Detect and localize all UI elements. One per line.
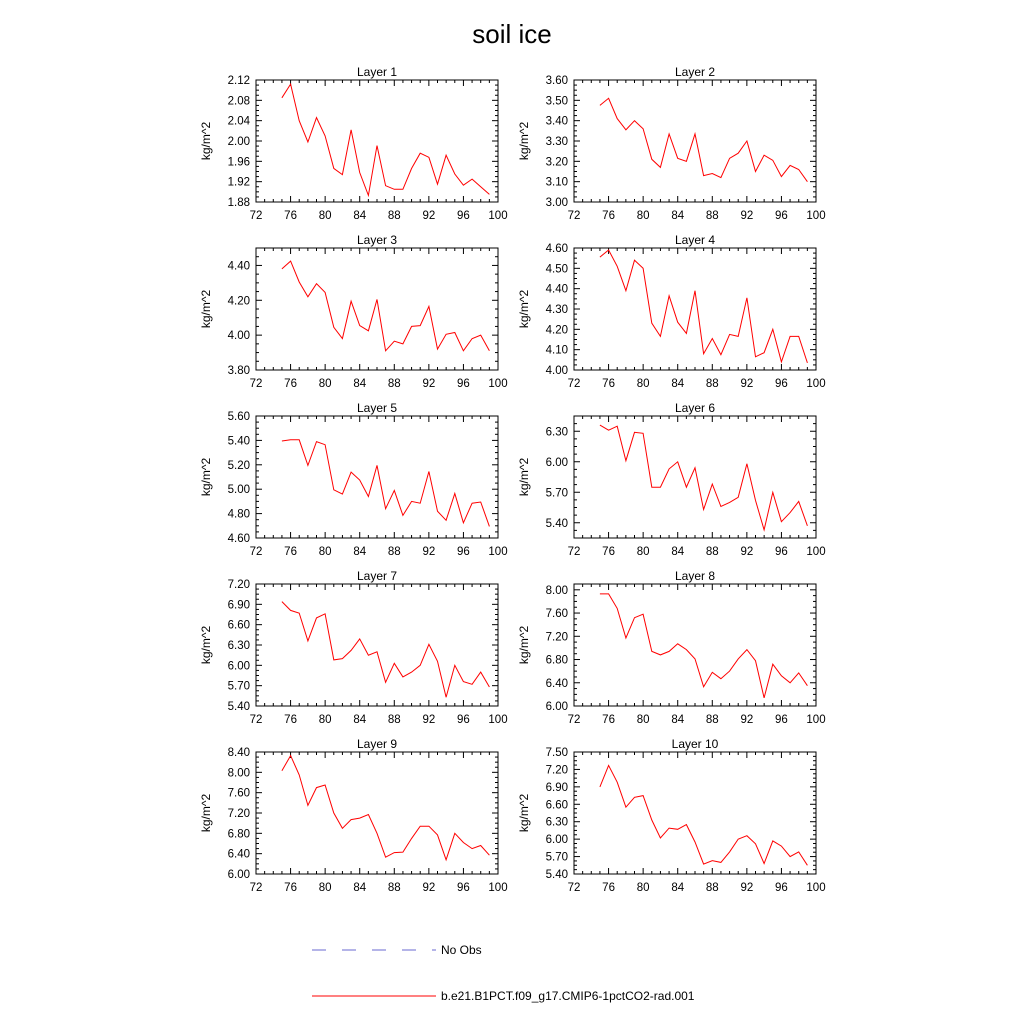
y-tick-label: 4.20 <box>227 295 250 308</box>
y-tick-label: 6.60 <box>227 619 250 632</box>
x-tick-label: 96 <box>457 210 470 222</box>
x-tick-label: 100 <box>488 378 508 390</box>
x-tick-label: 88 <box>705 714 719 726</box>
y-tick-label: 3.80 <box>227 365 250 377</box>
y-tick-label: 2.04 <box>227 115 250 128</box>
x-tick-label: 96 <box>775 378 788 390</box>
panel-title: Layer 7 <box>356 569 398 583</box>
x-tick-label: 96 <box>775 546 788 558</box>
x-tick-label: 84 <box>353 210 367 222</box>
x-tick-label: 84 <box>671 882 685 894</box>
y-tick-label: 3.60 <box>545 75 568 87</box>
y-tick-label: 1.96 <box>227 156 250 169</box>
y-tick-label: 2.12 <box>227 75 250 87</box>
x-tick-label: 92 <box>740 210 754 222</box>
y-tick-label: 7.50 <box>545 747 568 759</box>
x-tick-label: 72 <box>249 546 263 558</box>
y-tick-label: 6.60 <box>545 799 568 812</box>
y-axis-label: kg/m^2 <box>517 121 531 161</box>
y-tick-label: 5.70 <box>545 487 568 500</box>
y-tick-label: 4.30 <box>545 304 568 316</box>
x-tick-label: 72 <box>249 210 263 222</box>
x-tick-label: 80 <box>636 546 650 558</box>
y-tick-label: 7.20 <box>545 631 568 644</box>
y-axis-label: kg/m^2 <box>517 289 531 329</box>
y-tick-label: 5.70 <box>545 851 568 864</box>
x-tick-label: 72 <box>249 882 263 894</box>
x-tick-label: 84 <box>353 546 367 558</box>
y-tick-label: 4.50 <box>545 263 568 276</box>
y-tick-label: 5.40 <box>227 701 250 713</box>
panel-title: Layer 3 <box>356 233 398 247</box>
x-tick-label: 84 <box>353 882 367 894</box>
y-tick-label: 3.40 <box>545 115 568 128</box>
x-tick-label: 72 <box>249 378 263 390</box>
x-tick-label: 80 <box>318 546 332 558</box>
y-tick-label: 6.00 <box>545 701 568 713</box>
y-tick-label: 4.00 <box>545 365 568 377</box>
y-tick-label: 4.60 <box>227 533 250 545</box>
x-tick-label: 88 <box>387 882 401 894</box>
x-tick-label: 92 <box>422 210 436 222</box>
x-tick-label: 96 <box>457 714 470 726</box>
y-tick-label: 5.20 <box>227 459 250 472</box>
x-tick-label: 76 <box>284 714 297 726</box>
x-tick-label: 100 <box>488 882 508 894</box>
y-tick-label: 5.00 <box>227 484 250 497</box>
x-tick-label: 80 <box>636 714 650 726</box>
x-tick-label: 84 <box>353 714 367 726</box>
y-tick-label: 6.40 <box>545 677 568 690</box>
y-tick-label: 8.00 <box>227 767 250 780</box>
x-tick-label: 84 <box>671 210 685 222</box>
y-axis-label: kg/m^2 <box>199 289 213 329</box>
y-tick-label: 5.40 <box>545 517 568 530</box>
y-tick-label: 1.92 <box>227 176 250 189</box>
y-tick-label: 8.40 <box>227 747 250 759</box>
x-tick-label: 76 <box>602 714 615 726</box>
y-tick-label: 1.88 <box>227 197 250 209</box>
x-tick-label: 80 <box>318 882 332 894</box>
y-tick-label: 6.00 <box>545 834 568 847</box>
y-tick-label: 4.80 <box>227 508 250 521</box>
y-axis-label: kg/m^2 <box>199 121 213 161</box>
x-tick-label: 96 <box>457 378 470 390</box>
y-tick-label: 5.40 <box>545 869 568 881</box>
y-axis-label: kg/m^2 <box>199 625 213 665</box>
x-tick-label: 92 <box>422 882 436 894</box>
x-tick-label: 92 <box>740 546 754 558</box>
x-tick-label: 84 <box>671 546 685 558</box>
panel-title: Layer 1 <box>356 65 398 79</box>
y-tick-label: 2.08 <box>227 95 250 108</box>
y-tick-label: 3.20 <box>545 156 568 169</box>
y-tick-label: 5.60 <box>227 411 250 423</box>
x-tick-label: 88 <box>705 210 719 222</box>
panel-title: Layer 8 <box>674 569 716 583</box>
x-tick-label: 96 <box>457 882 470 894</box>
y-tick-label: 7.20 <box>227 579 250 591</box>
x-tick-label: 76 <box>602 882 615 894</box>
x-tick-label: 100 <box>488 714 508 726</box>
main-title: soil ice <box>472 19 552 49</box>
x-tick-label: 76 <box>284 882 297 894</box>
x-tick-label: 76 <box>602 378 615 390</box>
x-tick-label: 92 <box>422 714 436 726</box>
y-axis-label: kg/m^2 <box>199 457 213 497</box>
y-tick-label: 5.40 <box>227 435 250 448</box>
panel-title: Layer 6 <box>674 401 716 415</box>
y-tick-label: 4.20 <box>545 324 568 337</box>
panel-title: Layer 5 <box>356 401 398 415</box>
y-tick-label: 6.40 <box>227 848 250 861</box>
x-tick-label: 84 <box>671 714 685 726</box>
x-tick-label: 88 <box>387 210 401 222</box>
x-tick-label: 96 <box>457 546 470 558</box>
x-tick-label: 80 <box>636 882 650 894</box>
x-tick-label: 72 <box>567 714 581 726</box>
y-tick-label: 4.10 <box>545 344 568 357</box>
x-tick-label: 88 <box>387 546 401 558</box>
x-tick-label: 88 <box>387 714 401 726</box>
x-tick-label: 100 <box>806 714 826 726</box>
x-tick-label: 100 <box>806 210 826 222</box>
y-tick-label: 4.60 <box>545 243 568 255</box>
x-tick-label: 96 <box>775 714 788 726</box>
x-tick-label: 88 <box>387 378 401 390</box>
x-tick-label: 76 <box>284 210 297 222</box>
x-tick-label: 88 <box>705 378 719 390</box>
y-tick-label: 4.40 <box>227 260 250 273</box>
y-tick-label: 6.00 <box>545 456 568 469</box>
x-tick-label: 96 <box>775 882 788 894</box>
x-tick-label: 80 <box>636 378 650 390</box>
y-axis-label: kg/m^2 <box>517 457 531 497</box>
y-tick-label: 3.00 <box>545 197 568 209</box>
panel-title: Layer 9 <box>356 737 398 751</box>
x-tick-label: 92 <box>422 546 436 558</box>
y-axis-label: kg/m^2 <box>517 793 531 833</box>
y-tick-label: 6.30 <box>545 426 568 439</box>
legend-no-obs-label: No Obs <box>441 943 482 957</box>
y-tick-label: 6.90 <box>227 599 250 612</box>
x-tick-label: 76 <box>284 546 297 558</box>
x-tick-label: 100 <box>806 378 826 390</box>
y-tick-label: 7.20 <box>545 764 568 777</box>
x-tick-label: 92 <box>740 882 754 894</box>
x-tick-label: 92 <box>740 378 754 390</box>
x-tick-label: 100 <box>806 882 826 894</box>
x-tick-label: 84 <box>671 378 685 390</box>
y-tick-label: 6.00 <box>227 660 250 673</box>
x-tick-label: 80 <box>318 714 332 726</box>
y-tick-label: 3.50 <box>545 95 568 108</box>
y-tick-label: 4.40 <box>545 283 568 296</box>
x-tick-label: 72 <box>249 714 263 726</box>
y-tick-label: 3.30 <box>545 136 568 148</box>
y-tick-label: 6.30 <box>545 816 568 829</box>
x-tick-label: 76 <box>602 546 615 558</box>
y-tick-label: 7.60 <box>545 608 568 621</box>
y-tick-label: 6.30 <box>227 640 250 652</box>
x-tick-label: 80 <box>318 378 332 390</box>
x-tick-label: 76 <box>284 378 297 390</box>
x-tick-label: 72 <box>567 378 581 390</box>
x-tick-label: 100 <box>488 210 508 222</box>
x-tick-label: 88 <box>705 882 719 894</box>
y-tick-label: 2.00 <box>227 136 250 148</box>
legend-series-label: b.e21.B1PCT.f09_g17.CMIP6-1pctCO2-rad.001 <box>441 989 695 1003</box>
y-tick-label: 6.90 <box>545 781 568 794</box>
y-tick-label: 7.20 <box>227 808 250 820</box>
y-tick-label: 4.00 <box>227 330 250 343</box>
y-tick-label: 6.80 <box>227 828 250 841</box>
x-tick-label: 96 <box>775 210 788 222</box>
y-tick-label: 6.00 <box>227 869 250 881</box>
y-axis-label: kg/m^2 <box>199 793 213 833</box>
x-tick-label: 92 <box>740 714 754 726</box>
y-axis-label: kg/m^2 <box>517 625 531 665</box>
x-tick-label: 72 <box>567 882 581 894</box>
panel-title: Layer 10 <box>671 737 719 751</box>
panel-title: Layer 2 <box>674 65 716 79</box>
y-tick-label: 6.80 <box>545 654 568 667</box>
x-tick-label: 84 <box>353 378 367 390</box>
x-tick-label: 100 <box>806 546 826 558</box>
panel-title: Layer 4 <box>674 233 716 247</box>
y-tick-label: 5.70 <box>227 680 250 693</box>
x-tick-label: 92 <box>422 378 436 390</box>
x-tick-label: 72 <box>567 210 581 222</box>
x-tick-label: 80 <box>636 210 650 222</box>
x-tick-label: 72 <box>567 546 581 558</box>
x-tick-label: 80 <box>318 210 332 222</box>
x-tick-label: 100 <box>488 546 508 558</box>
y-tick-label: 7.60 <box>227 787 250 800</box>
x-tick-label: 76 <box>602 210 615 222</box>
y-tick-label: 3.10 <box>545 176 568 189</box>
x-tick-label: 88 <box>705 546 719 558</box>
y-tick-label: 8.00 <box>545 584 568 597</box>
